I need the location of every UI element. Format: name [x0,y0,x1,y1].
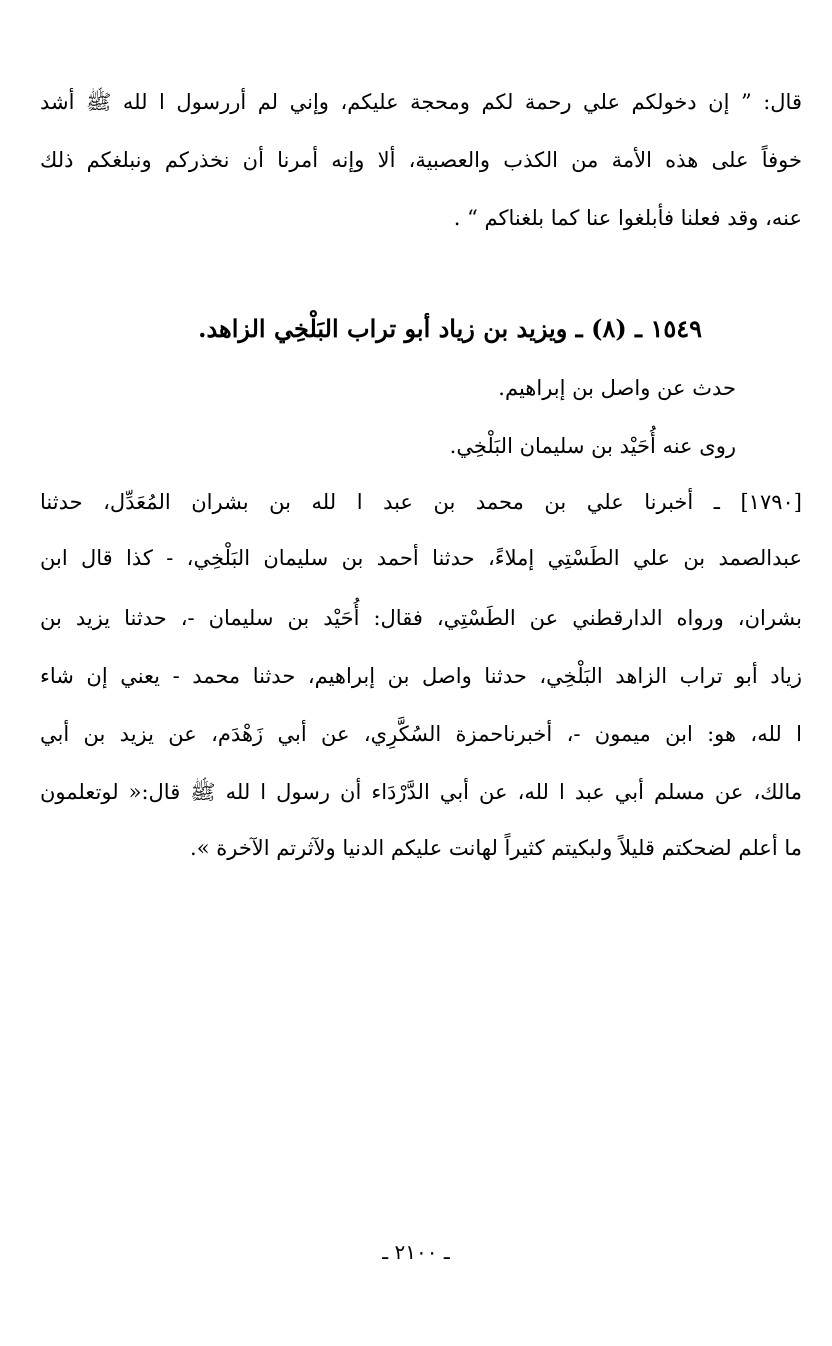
hadith-line-3: بشران، ورواه الدارقطني عن الطَسْتِي، فقال: أُحَيْد بن سليمان -، حدثنا يزيد بن [40,606,802,630]
narrated-by-line: روى عنه أُحَيْد بن سليمان البَلْخِي. [449,434,736,458]
hadith-paragraph [40,0,802,900]
narrated-from-line: حدث عن واصل بن إبراهيم. [498,376,736,400]
entry-heading: ١٥٤٩ ـ (٨) ـ ويزيد بن زياد أبو تراب البَلْخِي الزاهد. [198,314,702,343]
hadith-line-2: عبدالصمد بن علي الطَسْتِي إملاءً، حدثنا أحمد بن سليمان البَلْخِي، - كذا قال ابن [40,546,802,570]
intro-line-3: عنه، وقد فعلنا فأبلغوا عنا كما بلغناكم “ . [453,206,802,230]
hadith-line-1: [١٧٩٠] ـ أخبرنا علي بن محمد بن عبد ا لله بن بشران المُعَدِّل، حدثنا [40,490,802,514]
hadith-line-7: ما أعلم لضحكتم قليلاً ولبكيتم كثيراً لهانت عليكم الدنيا ولآثرتم الآخرة ». [190,836,802,860]
hadith-line-5: ا لله، هو: ابن ميمون -، أخبرناحمزة السُكَّرِي، عن أبي زَهْدَم، عن يزيد بن أبي [40,722,802,746]
intro-line-1: قال: ” إن دخولكم علي رحمة لكم ومحجة عليكم، وإني لم أررسول ا لله ﷺ أشد [40,90,802,114]
intro-line-2: خوفاً على هذه الأمة من الكذب والعصبية، ألا وإنه أمرنا أن نخذركم ونبلغكم ذلك [40,148,802,172]
hadith-line-6: مالك، عن مسلم أبي عبد ا لله، عن أبي الدَّرْدَاء أن رسول ا لله ﷺ قال:« لوتعلمون [40,780,802,804]
page-number: ـ ٢١٠٠ ـ [382,1240,450,1264]
hadith-line-4: زياد أبو تراب الزاهد البَلْخِي، حدثنا واصل بن إبراهيم، حدثنا محمد - يعني إن شاء [40,664,802,688]
